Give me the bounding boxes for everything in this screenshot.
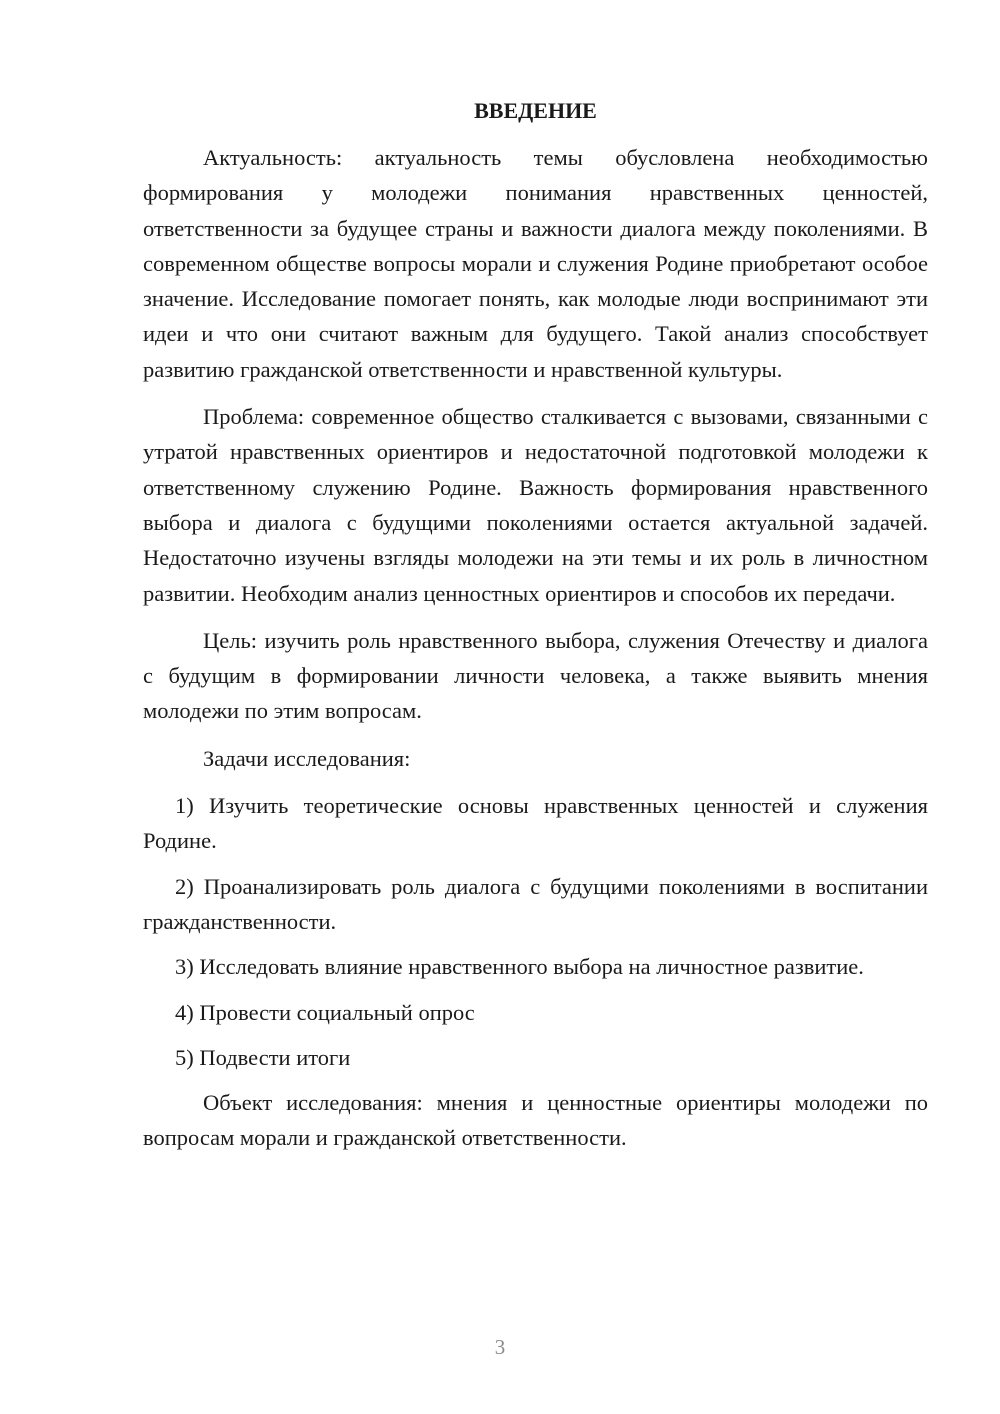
tasks-heading: Задачи исследования: (203, 745, 411, 771)
list-item: 1) Изучить теоретические основы нравственных ценностей и служения Родине. (143, 793, 928, 854)
paragraph-problem: Проблема: современное общество сталкивается с вызовами, связанными с утратой нравственных ориентиров и недостаточной подготовкой молодежи к ответственному служению Родине. Важность формирования нравственного выбора и диалога с будущими поколениями остается актуальной задачей. Недостаточно изучены взгляды молодежи на эти темы и их роль в личностном развитии. Необходим анализ ценностных ориентиров и способов их передачи. (143, 404, 928, 606)
list-item: 5) Подвести итоги (175, 1044, 351, 1070)
list-item: 2) Проанализировать роль диалога с будущими поколениями в воспитании гражданственности. (143, 873, 928, 934)
tasks-list (143, 788, 928, 1075)
list-item: 4) Провести социальный опрос (175, 999, 475, 1025)
paragraph-goal: Цель: изучить роль нравственного выбора, служения Отечеству и диалога с будущим в формировании личности человека, а также выявить мнения молодежи по этим вопросам. (143, 627, 928, 724)
paragraph-relevance: Актуальность: актуальность темы обусловлена необходимостью формирования у молодежи понимания нравственных ценностей, ответственности за будущее страны и важности диалога между поколениями. В современном обществе вопросы морали и служения Родине приобретают особое значение. Исследование помогает понять, как молодые люди воспринимают эти идеи и что они считают важным для будущего. Такой анализ способствует развитию гражданской ответственности и нравственной культуры. (143, 145, 928, 382)
paragraph-object: Объект исследования: мнения и ценностные ориентиры молодежи по вопросам морали и гражданской ответственности. (143, 1090, 928, 1151)
list-item: 3) Исследовать влияние нравственного выбора на личностное развитие. (175, 954, 864, 980)
page-title: ВВЕДЕНИЕ (474, 98, 597, 123)
page-number: 3 (494, 1335, 506, 1359)
document-body (143, 140, 928, 1168)
